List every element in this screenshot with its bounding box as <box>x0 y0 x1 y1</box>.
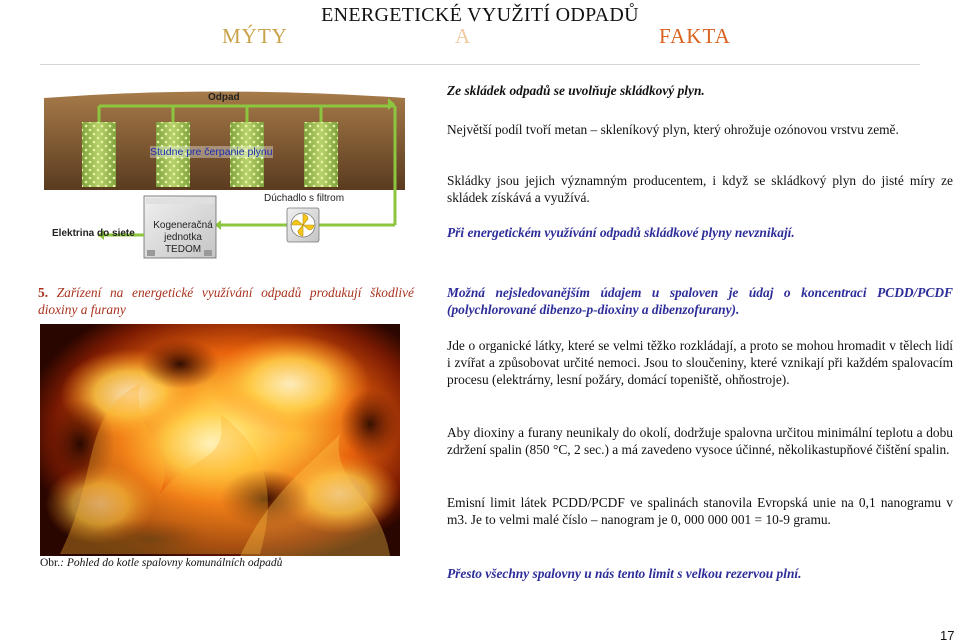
paragraph-temperature: Aby dioxiny a furany neunikaly do okolí, dodržuje spalovna určitou minimální teplotu a dobu zdržení spalin (850 °C, 2 sec.) a má zavedeno vysoce účinné, několikastupňové čištění spalin. <box>447 425 953 457</box>
photo-caption <box>40 557 282 569</box>
paragraph-organic: Jde o organické látky, které se velmi těžko rozkládají, a proto se mohou hromadit v tělech lidí i zvířat a způsobovat určité nemoci. Jsou to sloučeniny, které vznikají při každém spalovacím procesu (elektrárny, lesní požáry, domácí topeniště, ohňostroje). <box>447 338 953 387</box>
header-and: A <box>455 24 472 48</box>
paragraph-pcdd: Možná nejsledovanějším údajem u spaloven je údaj o koncentraci PCDD/PCDF (polychlorované dibenzo-p-dioxiny a dibenzofurany). <box>447 285 953 317</box>
wells-label: Studne pre čerpanie plynu <box>150 146 273 158</box>
section-5-heading <box>38 284 414 318</box>
paragraph-landfill-gas: Ze skládek odpadů se uvolňuje skládkový plyn. <box>447 83 705 98</box>
section-number: 5. <box>38 285 49 300</box>
electricity-label: Elektrina do siete <box>52 228 135 239</box>
cogeneration-label-line: Kogeneračná <box>153 220 213 231</box>
paragraph-methane: Největší podíl tvoří metan – skleníkový plyn, který ohrožuje ozónovou vrstvu země. <box>447 122 899 137</box>
blower-label: Dúchadlo s filtrom <box>264 193 345 204</box>
page-title: ENERGETICKÉ VYUŽITÍ ODPADŮ <box>321 4 639 26</box>
header-myths: MÝTY <box>222 24 288 48</box>
paragraph-emission-limit: Emisní limit látek PCDD/PCDF ve spalinách stanovila Evropská unie na 0,1 nanogramu v m3. Je to velmi malé číslo – nanogram je 0, 000 000 001 = 10-9 gramu. <box>447 495 953 527</box>
section-text: Zařízení na energetické využívání odpadů produkují škodlivé dioxiny a furany <box>38 285 414 317</box>
paragraph-landfills: Skládky jsou jejich významným producentem, i když se skládkový plyn do jisté míry ze skládek získává a využívá. <box>447 173 953 205</box>
cogeneration-label-line: jednotka <box>164 232 202 243</box>
furnace-photo <box>40 324 400 556</box>
caption-prefix: Obr. <box>40 557 61 569</box>
page-number: 17 <box>940 628 955 643</box>
landfill-gas-diagram <box>40 80 412 265</box>
header-facts: FAKTA <box>659 24 731 48</box>
cogeneration-label <box>152 220 214 256</box>
header-divider <box>40 64 920 65</box>
cogeneration-label-line: TEDOM <box>164 244 202 255</box>
blower <box>287 208 319 242</box>
paragraph-conclusion: Přesto všechny spalovny u nás tento limit s velkou rezervou plní. <box>447 566 802 581</box>
paragraph-no-gas: Při energetickém využívání odpadů skládkové plyny nevznikají. <box>447 225 795 240</box>
caption-text: : Pohled do kotle spalovny komunálních odpadů <box>60 557 283 569</box>
waste-label: Odpad <box>208 92 240 103</box>
